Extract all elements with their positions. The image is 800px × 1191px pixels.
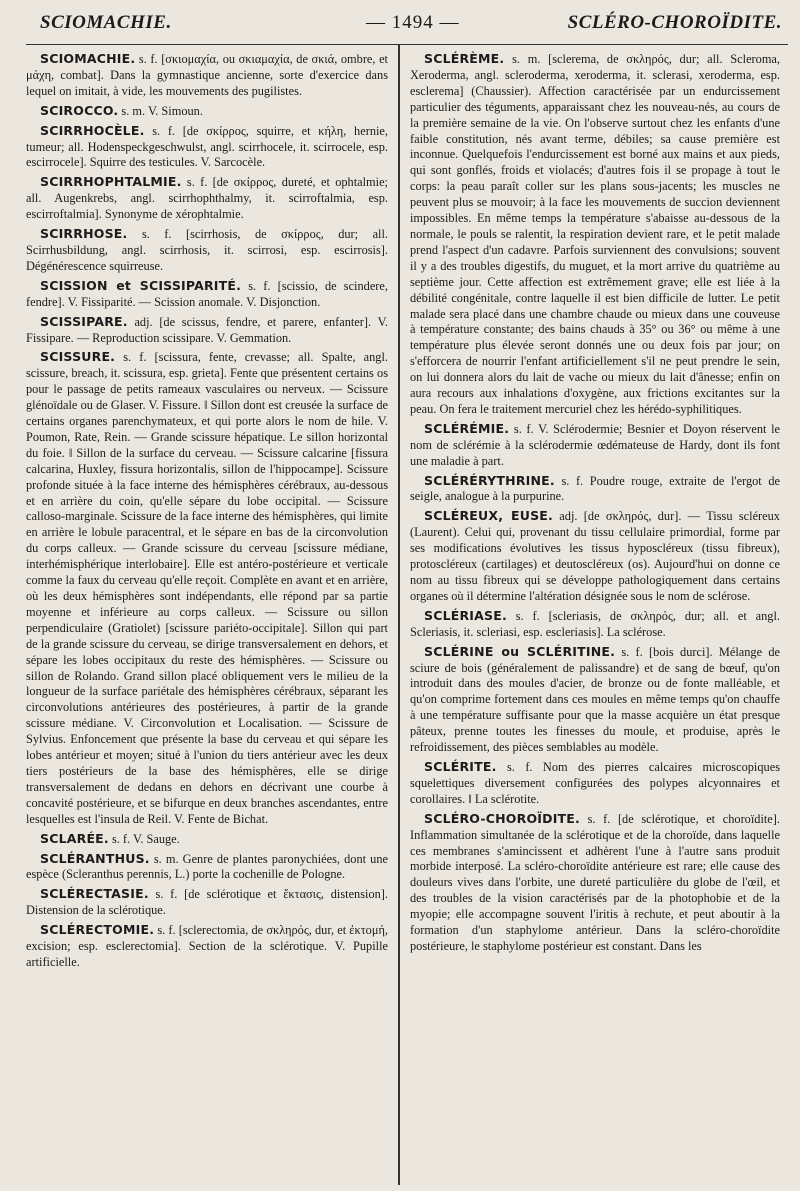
- definition: s. f. [scissura, fente, crevasse; all. Spalte, angl. scissure, breach, it. scissura, esp. grieta]. Fente que présentent certains os pour le passage de petits rameaux vasculaires ou nerveux. — Scissure glénoïdale ou de Glaser. V. Fissure. ‖ Sillon dont est creusée la surface de certains organes parenchymateux, et qui porte alors le nom de hile. V. Poumon, Rate, Rein. — Grande scissure hépatique. Le sillon horizontal du foie. ‖ Sillon de la surface du cerveau. — Scissure calcarine [fissura calcarina, Huxley, fissura horizontalis, sillon de l'hippocampe]. Scissure profonde située à la face interne des hémisphères cérébraux, au-dessous et en arrière du coin, qu'elle sépare du lobe occipital. — Scissure calloso-marginale. Scissure de la face interne des hémisphères, qui limite en arrière le lobule paracentral, et le sépare en bas de la circonvolution du corps calleux. — Grande scissure du cerveau [scissure médiane, interhémisphérique interlobaire]. Elle est antéro-postérieure et verticale comme la faux du cerveau qu'elle reçoit. Complète en avant et en arrière, où les deux hémisphères sont indépendants, elle répond par sa partie moyenne et inférieure au corps calleux. — Scissure ou sillon perpendiculaire (Gratiolet) [scissure pariéto-occipitale]. Sillon qui part de la grande scissure du cerveau, se dirige transversalement en dehors, et sépare les lobes occipitaux du reste des hémisphères. — Scissure ou sillon de Rolando. Grand sillon placé obliquement vers le milieu de la longueur de la surface pariétale des hémisphères cérébraux, séparant les circonvolutions antérieures des postérieures, à partir de la grande scissure médiane. V. Circonvolution et Localisation. — Scissure de Sylvius. Enfoncement que présente la base du cerveau et qui sépare les lobes antérieur et moyen; situé à l'union du tiers antérieur avec les deux tiers postérieurs de la base des hémisphères, elle se dirige transversalement de dedans en dehors en décrivant une courbe à concavité postérieure, et se bifurque en deux branches ascendantes, entre lesquelles est l'insula de Reil. V. Fente de Bichat.: [26, 350, 388, 826]
- headword: SCLÉRÉRYTHRINE.: [424, 472, 555, 488]
- headword: SCLÉRÉMIE.: [424, 420, 510, 436]
- entry: [26, 174, 388, 223]
- headword: SCLÉRECTASIE.: [40, 886, 149, 902]
- entry: [410, 811, 780, 955]
- headword: SCIRRHOCÈLE.: [40, 122, 145, 138]
- definition: s. f. [scissio, de scindere, fendre]. V. Fissiparité. — Scission anomale. V. Disjonction.: [26, 278, 388, 309]
- headword: SCLÉRIASE.: [424, 607, 507, 623]
- definition: s. f. [σκιομαχία, ou σκιαμαχία, de σκιά, ombre, et μάχη, combat]. Dans la gymnastique ancienne, sorte d'exercice dans lequel on imitait, à vide, les mouvements des pugilistes.: [26, 52, 388, 98]
- entry: [410, 759, 780, 808]
- definition: s. f. [sclerectomia, de σκληρός, dur, et ἐκτομή, excision; esp. esclerectomia]. Section de la sclérotique. V. Pupille artificielle.: [26, 923, 388, 969]
- definition: s. f. [de σκίρρος, squirre, et κήλη, hernie, tumeur; all. Hodenspeckgeschwulst, angl. scirrhocele, it. scirrocele, esp. escirrocele]. Squirre des testicules. V. Sarcocèle.: [26, 123, 388, 170]
- headword: SCLÉRINE ou SCLÉRITINE.: [424, 643, 616, 659]
- headword: SCISSION et SCISSIPARITÉ.: [40, 277, 242, 293]
- entry: [26, 349, 388, 827]
- definition: s. f. Nom des pierres calcaires microscopiques squelettiques diversement configurées des polypes alcyonnaires et corollaires. ‖ La sclérotite.: [410, 759, 780, 806]
- entry: [26, 922, 388, 971]
- entry: [410, 473, 780, 506]
- definition: s. f. V. Sauge.: [108, 831, 180, 846]
- entry: [410, 608, 780, 641]
- entry: [26, 831, 388, 848]
- headword: SCLÉRITE.: [424, 758, 497, 774]
- definition: s. f. V. Sclérodermie; Besnier et Doyon réservent le nom de sclérémie à la sclérodermie œdémateuse de Hardy, dont ils font une maladie à part.: [410, 421, 780, 468]
- definition: s. f. Poudre rouge, extraite de l'ergot de seigle, analogue à la purpurine.: [410, 473, 780, 504]
- column-divider: [398, 45, 400, 1185]
- header-right-word: SCLÉRO-CHOROÏDITE.: [567, 12, 782, 33]
- headword: SCLARÉE.: [40, 830, 109, 846]
- entry: [26, 103, 388, 120]
- entry: [26, 278, 388, 311]
- entry: [26, 851, 388, 884]
- headword: SCIRRHOSE.: [40, 226, 128, 242]
- headword: SCLÉRECTOMIE.: [40, 922, 155, 938]
- entry: [26, 314, 388, 347]
- headword: SCLÉRÈME.: [424, 51, 505, 66]
- headword: SCIRRHOPHTALMIE.: [40, 174, 182, 190]
- definition: adj. [de σκληρός, dur]. — Tissu scléreux (Laurent). Celui qui, provenant du tissu cellulaire primordial, forme par ses modifications évolutives les tissus hyposcléreux (tissu fibreux), protoscléreux (cartilages) et deutoscléreux (os). Aujourd'hui on donne ce nom au tissu fibreux qui se développe pathologiquement dans certains organes où il détermine l'altération désignée sous le nom de sclérose.: [410, 509, 780, 603]
- page-header: [26, 0, 788, 45]
- headword: SCISSIPARE.: [40, 313, 128, 329]
- definition: adj. [de scissus, fendre, et parere, enfanter]. V. Fissipare. — Reproduction scissipare. V. Gemmation.: [26, 314, 388, 345]
- entry: [26, 226, 388, 275]
- headword: SCIOMACHIE.: [40, 51, 136, 66]
- entry: [26, 886, 388, 919]
- headword: SCLÉRANTHUS.: [40, 850, 150, 866]
- definition: s. m. [sclerema, de σκληρός, dur; all. Scleroma, Xeroderma, angl. scleroderma, xeroderma, it. sclerasi, xeroderma, esp. esclerema] (Chaussier). Affection caractérisée par un endurcissement particulier des téguments, apparaissant chez les nouveau-nés, au cours de la première semaine de la vie. On l'observe surtout chez les enfants d'une faible constitution, nés avant terme, débiles; sa cause première est inconnue. Quelquefois l'endurcissement est borné aux mains et aux pieds, qui sont gonflés, froids et violacés; d'autres fois il se propage à tout le corps: la peau paraît coller sur les plans sous-jacents; les muscles ne peuvent plus se mouvoir; à la face les mouvements de succion deviennent impossibles. En même temps la température s'abaisse au-dessous de la normale, le pouls se ralentit, la respiration devient rare, et le petit malade prend l'aspect d'un cadavre. Parfois surviennent des convulsions; souvent il y a des troubles digestifs, du muguet, et la mort arrive du quatrième au septième jour. Cette affection est extrêmement grave; elle est liée à la débilité congénitale, contre laquelle il est bien difficile de lutter. Le petit malade sera placé dans une chambre chaude ou mieux dans une couveuse à température constante; des bains chauds à 35° ou 36° ou même à une température plus élevée seront donnés une ou deux fois par jour; on s'efforcera de nourrir l'enfant artificiellement s'il ne peut prendre le sein, on lui donnera alors du lait de vache ou mieux du lait d'ânesse; enfin on aura recours aux inhalations d'oxygène, aux frictions excitantes sur la peau. On fera le traitement mercuriel chez les hérédo-syphilitiques.: [410, 52, 780, 416]
- entry: [26, 123, 388, 172]
- entry: [410, 421, 780, 470]
- page-number: — 1494 —: [366, 12, 460, 33]
- entry: [410, 51, 780, 418]
- headword: SCLÉREUX, EUSE.: [424, 508, 553, 524]
- entry: [26, 51, 388, 100]
- definition: s. f. [de sclérotique, et choroïdite]. Inflammation simultanée de la sclérotique et de la choroïde, dans laquelle ces membranes s'amincissent et adhèrent l'une à l'autre sans produit morbide interposé. La scléro-choroïdite antérieure est rare; elle cause des douleurs vives dans l'orbite, une dureté particulière du globe de l'œil, et des troubles de la vision caractérisés par de la photophobie et de la myopie; elle accompagne souvent l'iritis à rechute, et peut aboutir à la formation d'un staphylome antérieur. Dans la scléro-choroïdite postérieure, le staphylome postérieur est constant. Dans les: [410, 811, 780, 953]
- text-columns: [26, 45, 788, 1185]
- left-column: [26, 51, 388, 974]
- definition: s. f. [de sclérotique et ἔκτασις, distension]. Distension de la sclérotique.: [26, 887, 388, 918]
- definition: s. f. [scirrhosis, de σκίρρος, dur; all. Scirrhusbildung, angl. scirrhosis, it. scirrosi, esp. escirrosis]. Dégénérescence squirreuse.: [26, 227, 388, 273]
- definition: s. f. [bois durci]. Mélange de sciure de bois (généralement de palissandre) et de sang de bœuf, qu'on introduit dans des moules d'acier, de bronze ou de fonte malléable, et qu'on comprime fortement dans ces moules en même temps qu'on chauffe à une température suffisante pour que la masse acquière un état presque pâteux, prenne toutes les finesses du moule, et produise, après le refroidissement, des pièces semblables au modèle.: [410, 644, 781, 755]
- definition: s. m. V. Simoun.: [118, 103, 203, 118]
- entry: [410, 644, 780, 756]
- header-left-word: SCIOMACHIE.: [40, 12, 172, 33]
- entry: [410, 508, 780, 604]
- headword: SCLÉRO-CHOROÏDITE.: [424, 810, 580, 826]
- definition: s. m. Genre de plantes paronychiées, dont une espèce (Scleranthus perennis, L.) porte la cochenille de Pologne.: [26, 851, 388, 882]
- definition: s. f. [scleriasis, de σκληρός, dur; all. et angl. Scleriasis, it. scleriasi, esp. escleriasis]. La sclérose.: [410, 608, 780, 639]
- definition: s. f. [de σκίρρος, dureté, et ophtalmie; all. Augenkrebs, angl. scirrhophthalmy, it. scirroftalmia, esp. escirroftalmia]. Synonyme de xérophtalmie.: [26, 175, 388, 222]
- headword: SCISSURE.: [40, 349, 116, 365]
- right-column: [410, 51, 780, 958]
- headword: SCIROCCO.: [40, 102, 119, 118]
